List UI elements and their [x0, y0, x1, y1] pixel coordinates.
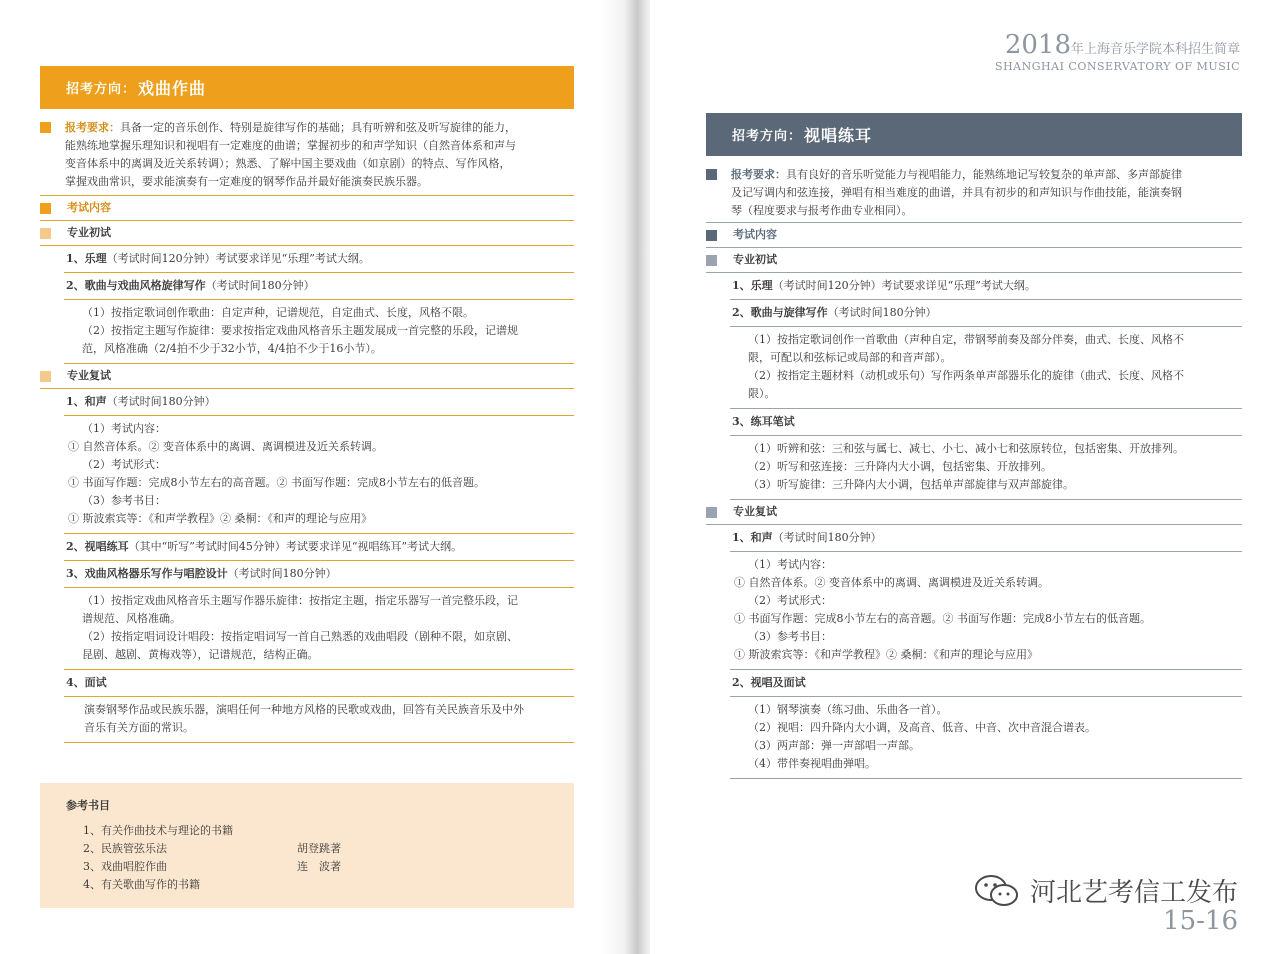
band-title: 视唱练耳 [804, 126, 873, 145]
page-number: 15-16 [1163, 906, 1238, 936]
header-title: 年上海音乐学院本科招生简章 [1070, 42, 1240, 57]
prelim-items [64, 246, 574, 364]
item-detail: 演奏钢琴作品或民族乐器，演唱任何一种地方风格的民歌或戏曲，回答有关民族音乐及中外 音乐有关方面的常识。 [64, 697, 574, 743]
prelim-heading: 专业初试 [706, 248, 1242, 273]
right-content [706, 166, 1242, 779]
left-page [0, 0, 636, 954]
exam-content-heading: 考试内容 [40, 196, 574, 221]
reference-item: 4、有关歌曲写作的书籍 [83, 878, 200, 891]
page-header [995, 30, 1240, 73]
header-english: SHANGHAI CONSERVATORY OF MUSIC [995, 60, 1240, 73]
watermark [974, 872, 1238, 909]
item-detail: （1）按指定戏曲风格音乐主题写作器乐旋律：按指定主题，指定乐器写一首完整乐段，记 谱规范、风格准确。 （2）按指定唱词设计唱段：按指定唱词写一首自己熟悉的戏曲唱段（剧种不限，如京剧、 昆剧、越剧、黄梅戏等），记谱规范，结构正确。 [64, 588, 574, 670]
watermark-text: 河北艺考信工发布 [1029, 878, 1238, 908]
band-title: 戏曲作曲 [138, 79, 207, 98]
retest-items [730, 525, 1242, 779]
reference-item: 2、民族管弦乐法 胡登跳著 [83, 842, 341, 855]
left-content [40, 119, 574, 743]
reference-books-box [40, 783, 574, 908]
left-title-band [40, 66, 574, 109]
prelim-items [730, 273, 1242, 500]
retest-items [64, 389, 574, 743]
right-page [650, 0, 1280, 954]
item-detail: （1）按指定歌词创作歌曲：自定声种，记谱规范，自定曲式、长度，风格不限。 （2）按指定主题写作旋律：要求按指定戏曲风格音乐主题发展成一首完整的乐段，记谱规 范，风格准确（2/4拍不少于32小节，4/4拍不少于16小节）。 [64, 300, 574, 364]
list-item: 2、视唱练耳（其中“听写”考试时间45分钟）考试要求详见“视唱练耳”考试大纲。 [64, 534, 574, 561]
list-item: 2、歌曲与戏曲风格旋律写作（考试时间180分钟） [64, 273, 574, 300]
band-prefix: 招考方向： [732, 129, 803, 144]
list-item: 1、乐理（考试时间120分钟）考试要求详见“乐理”考试大纲。 [64, 246, 574, 273]
retest-heading: 专业复试 [40, 364, 574, 389]
list-item: 2、歌曲与旋律写作（考试时间180分钟） [730, 300, 1242, 327]
item-detail: （1）考试内容： ① 自然音体系。② 变音体系中的离调、离调模进及近关系转调。 （2）考试形式： ① 书面写作题：完成8小节左右的高音题。② 书面写作题：完成8小节左右的低音题。 （3）参考书目： ① 斯波索宾等：《和声学教程》② 桑桐：《和声的理论与应用》 [730, 552, 1242, 670]
list-item: 1、和声（考试时间180分钟） [64, 389, 574, 416]
wechat-icon [974, 873, 1020, 909]
right-title-band [706, 113, 1242, 156]
req-label: 报考要求： [65, 121, 120, 134]
retest-heading: 专业复试 [706, 500, 1242, 525]
item-detail: （1）钢琴演奏（练习曲、乐曲各一首）。 （2）视唱：四升降内大小调，及高音、低音、中音、次中音混合谱表。 （3）两声部：弹一声部唱一声部。 （4）带伴奏视唱曲弹唱。 [730, 697, 1242, 779]
prelim-heading: 专业初试 [40, 221, 574, 246]
bullet-square [40, 122, 51, 133]
list-item: 3、练耳笔试 [730, 409, 1242, 436]
requirements-block: 报考要求：具有良好的音乐听觉能力与视唱能力，能熟练地记写较复杂的单声部、多声部旋律 及记写调内和弦连接，弹唱有相当难度的曲谱，并具有初步的和声知识与作曲技能，能演奏钢 琴（程度要求与报考作曲专业相同）。 [706, 166, 1242, 223]
list-item: 4、面试 [64, 670, 574, 697]
exam-content-heading: 考试内容 [706, 223, 1242, 248]
requirements-block: 报考要求：具备一定的音乐创作、特别是旋律写作的基础；具有听辨和弦及听写旋律的能力， 能熟练地掌握乐理知识和视唱有一定难度的曲谱；掌握初步的和声学知识（自然音体系和声与 变音体系中的离调及近关系转调）；熟悉、了解中国主要戏曲（如京剧）的特点、写作风格， 掌握戏曲常识，要求能演奏有一定难度的钢琴作品并最好能演奏民族乐器。 [40, 119, 574, 196]
list-item: 3、戏曲风格器乐写作与唱腔设计（考试时间180分钟） [64, 561, 574, 588]
list-item: 2、视唱及面试 [730, 670, 1242, 697]
req-label: 报考要求： [731, 168, 786, 181]
item-detail: （1）考试内容： ① 自然音体系。② 变音体系中的离调、离调模进及近关系转调。 （2）考试形式： ① 书面写作题：完成8小节左右的高音题。② 书面写作题：完成8小节左右的低音题。 （3）参考书目： ① 斯波索宾等：《和声学教程》② 桑桐：《和声的理论与应用》 [64, 416, 574, 534]
item-detail: （1）听辨和弦：三和弦与属七、减七、小七、减小七和弦原转位，包括密集、开放排列。 （2）听写和弦连接：三升降内大小调，包括密集、开放排列。 （3）听写旋律：三升降内大小调，包括单声部旋律与双声部旋律。 [730, 436, 1242, 500]
item-detail: （1）按指定歌词创作一首歌曲（声种自定，带钢琴前奏及部分伴奏，曲式、长度、风格不 限，可配以和弦标记或局部的和音声部）。 （2）按指定主题材料（动机或乐句）写作两条单声部器乐化的旋律（曲式、长度、风格不 限）。 [730, 327, 1242, 409]
list-item: 1、乐理（考试时间120分钟）考试要求详见“乐理”考试大纲。 [730, 273, 1242, 300]
references-title: 参考书目 [66, 799, 110, 812]
header-year: 2018 [1004, 30, 1071, 60]
reference-item: 3、戏曲唱腔作曲 连 波著 [83, 860, 341, 873]
band-prefix: 招考方向： [66, 82, 137, 97]
list-item: 1、和声（考试时间180分钟） [730, 525, 1242, 552]
reference-item: 1、有关作曲技术与理论的书籍 [83, 824, 233, 837]
